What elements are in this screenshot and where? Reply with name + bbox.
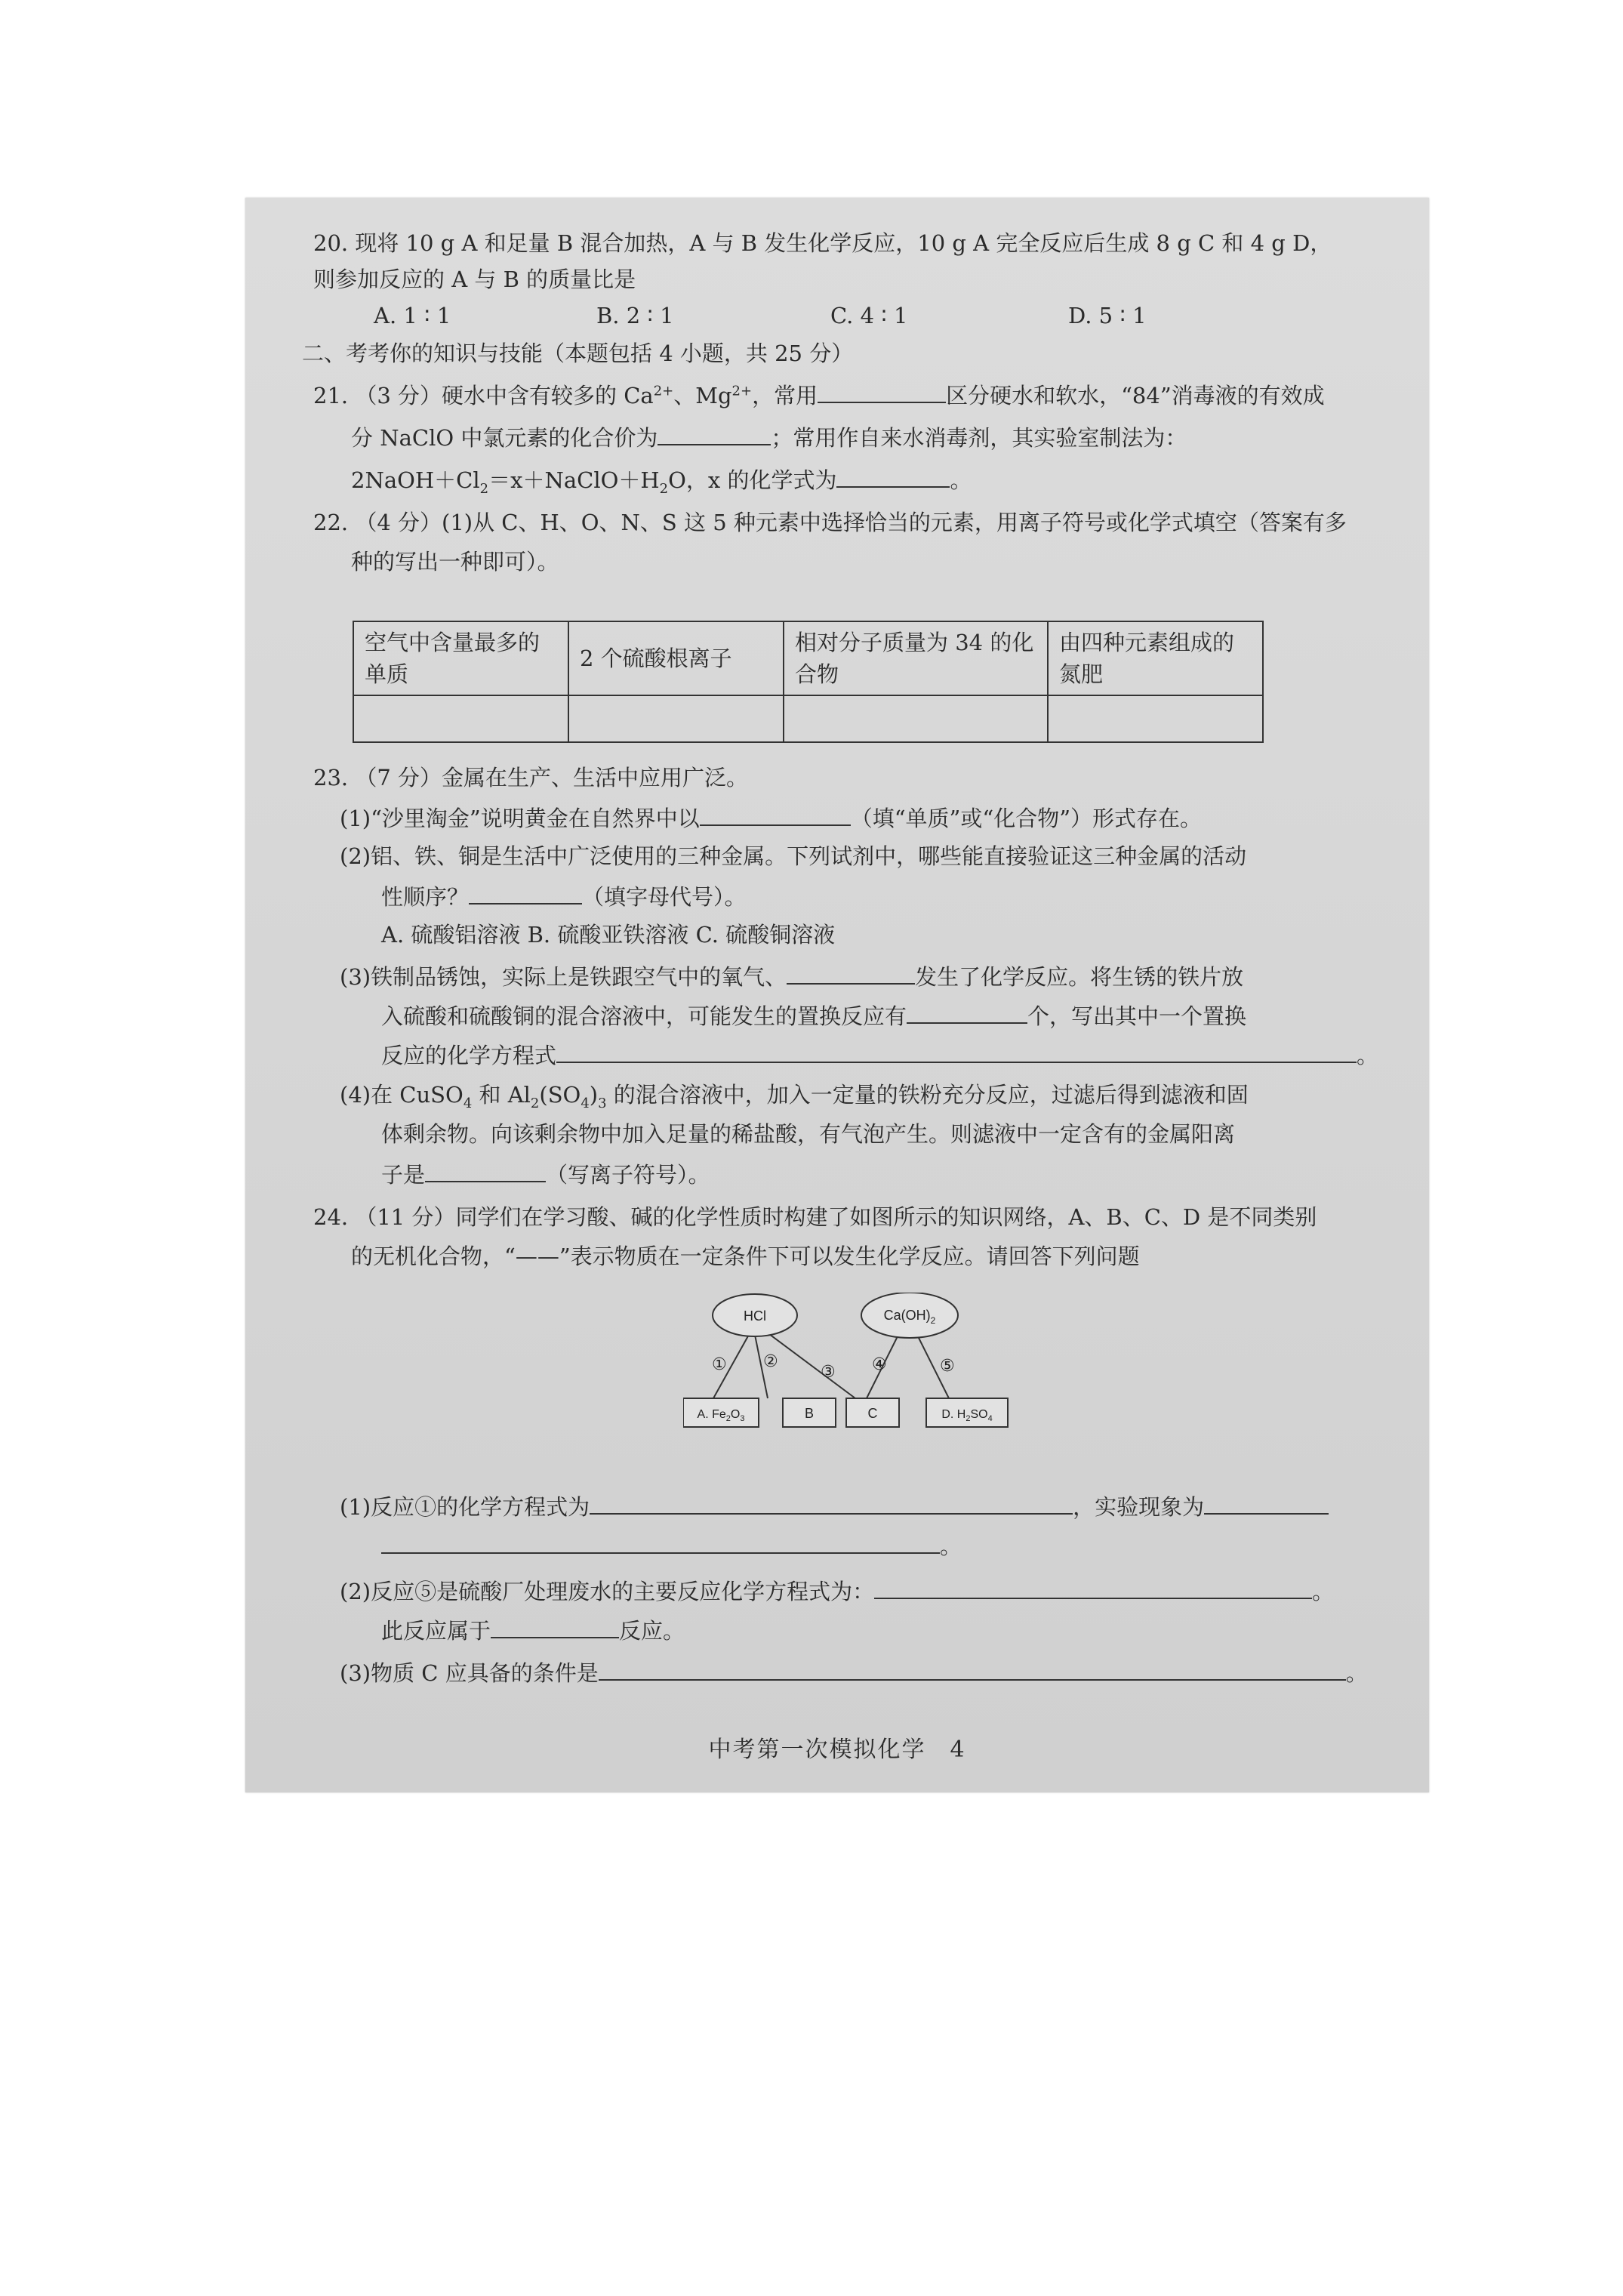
reaction-number-2: ②	[763, 1352, 778, 1371]
hcl-label: HCl	[744, 1308, 766, 1324]
table-header-cell: 相对分子质量为 34 的化合物	[784, 621, 1048, 695]
q20-option-c: C. 4 ∶ 1	[830, 303, 908, 328]
q23-p4-text-a: (4)在 CuSO	[340, 1082, 463, 1108]
q24-part1-line2	[381, 1530, 962, 1561]
q21-text-f: ；常用作自来水消毒剂，其实验室制法为：	[771, 425, 1187, 451]
h-subscript: 2	[659, 480, 669, 497]
q24-blank-6[interactable]	[599, 1657, 1346, 1681]
page-footer: 中考第一次模拟化学 4	[708, 1737, 966, 1763]
q23-p3-text-a: (3)铁制品锈蚀，实际上是铁跟空气中的氧气、	[340, 964, 787, 990]
q23-p4-text-h: （写离子符号）。	[546, 1162, 710, 1188]
table-answer-row	[353, 695, 1263, 742]
q24-p1-text-a: (1)反应①的化学方程式为	[340, 1494, 590, 1520]
reaction-number-5: ⑤	[940, 1357, 955, 1376]
box-b-label: B	[804, 1406, 815, 1421]
q24-line1: 24. （11 分）同学们在学习酸、碱的化学性质时构建了如图所示的知识网络，A、B、C、D 是不同类别	[313, 1204, 1317, 1230]
q20-option-a: A. 1 ∶ 1	[374, 303, 451, 328]
table-answer-cell[interactable]	[353, 695, 568, 742]
q23-p3-text-b: 发生了化学反应。将生锈的铁片放	[915, 964, 1244, 990]
box-c-label: C	[867, 1406, 878, 1421]
q22-answer-table	[353, 621, 1264, 743]
reaction-number-3: ③	[821, 1363, 836, 1382]
q23-blank-2[interactable]	[469, 880, 582, 905]
q24-blank-4[interactable]	[874, 1575, 1312, 1599]
q21-text-b: 、Mg	[673, 383, 732, 408]
q23-p4-text-e: 的混合溶液中，加入一定量的铁粉充分反应，过滤后得到滤液和固	[606, 1082, 1249, 1108]
q23-p4-text-d: )	[589, 1082, 599, 1108]
q22-line2: 种的写出一种即可）。	[351, 549, 559, 575]
q24-part2-line2	[381, 1614, 685, 1646]
q24-blank-2[interactable]	[1204, 1490, 1329, 1515]
q24-p2-text-b: 。	[1312, 1579, 1335, 1604]
q21-text-e: 分 NaClO 中氯元素的化合价为	[351, 425, 658, 451]
q23-p1-text-b: （填“单质”或“化合物”）形式存在。	[850, 806, 1203, 831]
q23-p2-text-b: 性顺序？	[381, 884, 470, 910]
q20-option-d: D. 5 ∶ 1	[1068, 303, 1147, 328]
q23-p3-text-e: 反应的化学方程式	[381, 1043, 557, 1068]
q23-p1-text-a: (1)“沙里淘金”说明黄金在自然界中以	[340, 806, 700, 831]
q23-blank-3[interactable]	[787, 960, 915, 985]
q23-p4-text-b: 和 Al	[472, 1082, 531, 1108]
table-answer-cell[interactable]	[784, 695, 1048, 742]
q21-line3	[351, 464, 972, 495]
q21-text-h: ＝x＋NaClO＋H	[488, 467, 660, 493]
box-a-label: A. $Fe_2O_3$	[697, 1408, 745, 1423]
table-answer-cell[interactable]	[568, 695, 784, 742]
table-header-cell: 由四种元素组成的氮肥	[1048, 621, 1263, 695]
q23-blank-6[interactable]	[425, 1158, 546, 1182]
q24-p1-text-b: ，实验现象为	[1073, 1494, 1205, 1520]
ca-charge: 2+	[653, 383, 674, 399]
reaction-number-4: ④	[872, 1355, 887, 1374]
q23-blank-4[interactable]	[907, 1000, 1027, 1024]
q23-part1	[340, 802, 1202, 834]
q23-p4-text-c: (SO	[539, 1082, 581, 1108]
table-answer-cell[interactable]	[1048, 695, 1263, 742]
q21-blank-3[interactable]	[836, 464, 950, 488]
q24-p2-text-a: (2)反应⑤是硫酸厂处理废水的主要反应化学方程式为：	[340, 1579, 875, 1604]
q23-part3-line3	[381, 1039, 1378, 1071]
caoh2-label: $Ca(OH)_2$	[883, 1308, 936, 1326]
q24-p3-text-a: (3)物质 C 应具备的条件是	[340, 1660, 599, 1686]
q24-blank-1[interactable]	[590, 1490, 1073, 1515]
paren-subscript: 3	[598, 1095, 607, 1111]
q21-blank-1[interactable]	[818, 379, 946, 403]
al-subscript: 2	[530, 1095, 540, 1111]
q24-part2-line1	[340, 1575, 1334, 1607]
q23-p4-text-g: 子是	[381, 1162, 426, 1188]
q21-text-g: 2NaOH＋Cl	[351, 467, 480, 493]
cuso4-subscript: 4	[463, 1095, 473, 1111]
q23-part2-line2	[381, 880, 747, 912]
q22-line1: 22. （4 分）(1)从 C、H、O、N、S 这 5 种元素中选择恰当的元素，用离子符号或化学式填空（答案有多	[313, 510, 1347, 535]
q23-p3-text-c: 入硫酸和硫酸铜的混合溶液中，可能发生的置换反应有	[381, 1003, 907, 1029]
q24-p1-text-c: 。	[940, 1533, 962, 1559]
q23-p3-text-d: 个，写出其中一个置换	[1027, 1003, 1247, 1029]
q23-part4-line2: 体剩余物。向该剩余物中加入足量的稀盐酸，有气泡产生。则滤液中一定含有的金属阳离	[381, 1121, 1236, 1147]
reaction-network-diagram	[683, 1293, 1061, 1444]
cl-subscript: 2	[479, 480, 489, 497]
q23-part4-line3	[381, 1158, 710, 1190]
q24-p2-text-d: 反应。	[619, 1618, 685, 1644]
q21-text-i: O，x 的化学式为	[668, 467, 837, 493]
q21-text-d: 区分硬水和软水，“84”消毒液的有效成	[946, 383, 1325, 408]
q23-p2-text-c: （填字母代号）。	[582, 884, 747, 910]
section-2-heading: 二、考考你的知识与技能（本题包括 4 小题，共 25 分）	[302, 341, 854, 366]
q24-line2: 的无机化合物，“——”表示物质在一定条件下可以发生化学反应。请回答下列问题	[351, 1244, 1140, 1269]
q23-part3-line2	[381, 1000, 1246, 1031]
q23-part4-line1	[340, 1080, 1249, 1110]
exam-sheet	[245, 198, 1429, 1792]
q23-title: 23. （7 分）金属在生产、生活中应用广泛。	[313, 765, 749, 791]
q20-option-b: B. 2 ∶ 1	[596, 303, 674, 328]
q24-part1-line1	[340, 1490, 1329, 1522]
q24-part3	[340, 1657, 1368, 1688]
q20-line1: 20. 现将 10 g A 和足量 B 混合加热，A 与 B 发生化学反应，10 g A 完全反应后生成 8 g C 和 4 g D，	[313, 230, 1332, 256]
q21-text-a: 21. （3 分）硬水中含有较多的 Ca	[313, 383, 654, 408]
q23-blank-5[interactable]	[556, 1039, 1357, 1063]
q21-text-j: 。	[950, 467, 972, 493]
q20-line2: 则参加反应的 A 与 B 的质量比是	[313, 267, 636, 292]
q21-text-c: ，常用	[752, 383, 818, 408]
q21-line1	[313, 379, 1325, 411]
link-3	[766, 1332, 855, 1398]
box-d-label: D. $H_2SO_4$	[941, 1408, 993, 1423]
q21-blank-2[interactable]	[658, 421, 771, 445]
q23-part2-line1: (2)铝、铁、铜是生活中广泛使用的三种金属。下列试剂中，哪些能直接验证这三种金属的活动	[340, 843, 1247, 869]
q23-part3-line1	[340, 960, 1243, 992]
q24-p2-text-c: 此反应属于	[381, 1618, 491, 1644]
q24-p3-text-b: 。	[1345, 1660, 1368, 1686]
table-header-cell: 空气中含量最多的单质	[353, 621, 568, 695]
q24-blank-5[interactable]	[491, 1614, 619, 1638]
q23-blank-1[interactable]	[700, 802, 851, 826]
q23-part2-options: A. 硫酸铝溶液 B. 硫酸亚铁溶液 C. 硫酸铜溶液	[381, 922, 836, 948]
table-header-cell: 2 个硫酸根离子	[568, 621, 784, 695]
reaction-number-1: ①	[712, 1355, 727, 1374]
q24-blank-3[interactable]	[381, 1530, 940, 1554]
mg-charge: 2+	[731, 383, 753, 399]
q23-p3-text-f: 。	[1357, 1043, 1379, 1068]
so4-subscript: 4	[581, 1095, 590, 1111]
q21-line2	[351, 421, 1187, 453]
table-header-row	[353, 621, 1263, 695]
